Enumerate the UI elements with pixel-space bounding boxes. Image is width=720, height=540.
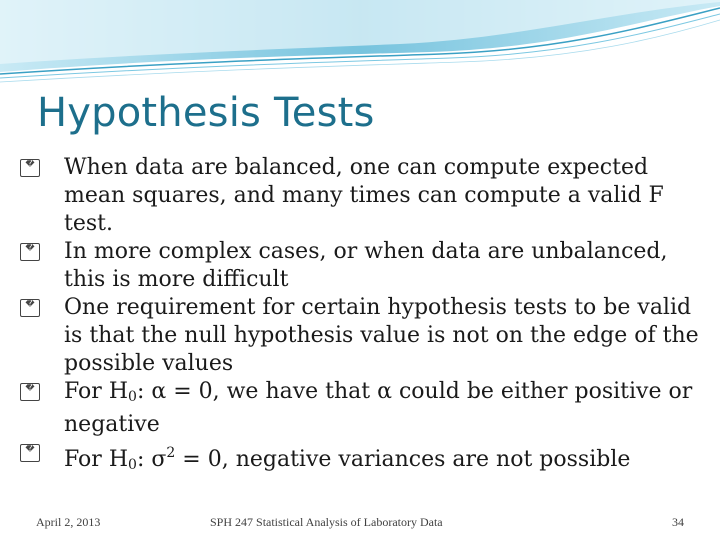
bullet-text-part: For H [64, 379, 129, 404]
superscript-two: 2 [166, 445, 176, 461]
subscript-zero: 0 [128, 389, 137, 405]
bullet-text: When data are balanced, one can compute expected mean squares, and many times can compute a valid F test. [64, 155, 664, 236]
bullet-text: One requirement for certain hypothesis tests to be valid is that the null hypothesis value is not on the edge of the possible values [64, 295, 699, 376]
bullet-text-part: For H [64, 447, 129, 472]
footer-page-number: 34 [672, 515, 684, 529]
bullet-text-part: = 0, negative variances are not possible [175, 447, 631, 472]
bullet-item [20, 238, 710, 294]
header-wave-decoration [0, 0, 720, 90]
bullet-marker-icon: � [20, 383, 40, 401]
bullet-marker-icon: � [20, 299, 40, 317]
subscript-zero: 0 [128, 457, 137, 473]
bullet-marker-icon: � [20, 444, 40, 462]
footer-course-title: SPH 247 Statistical Analysis of Laboratory Data [210, 515, 443, 529]
bullet-item [20, 439, 710, 479]
bullet-marker-icon: � [20, 159, 40, 177]
bullet-text: In more complex cases, or when data are unbalanced, this is more difficult [64, 239, 668, 292]
bullet-marker-icon: � [20, 243, 40, 261]
bullet-text-part: : σ [136, 447, 167, 472]
bullet-text-part: : α = 0, we have that α could be either positive or negative [64, 379, 693, 437]
footer-date: April 2, 2013 [36, 515, 101, 529]
bullet-item [20, 378, 710, 439]
slide-title: Hypothesis Tests [37, 90, 375, 136]
bullet-list [20, 154, 710, 479]
bullet-item [20, 154, 710, 238]
bullet-item [20, 294, 710, 378]
